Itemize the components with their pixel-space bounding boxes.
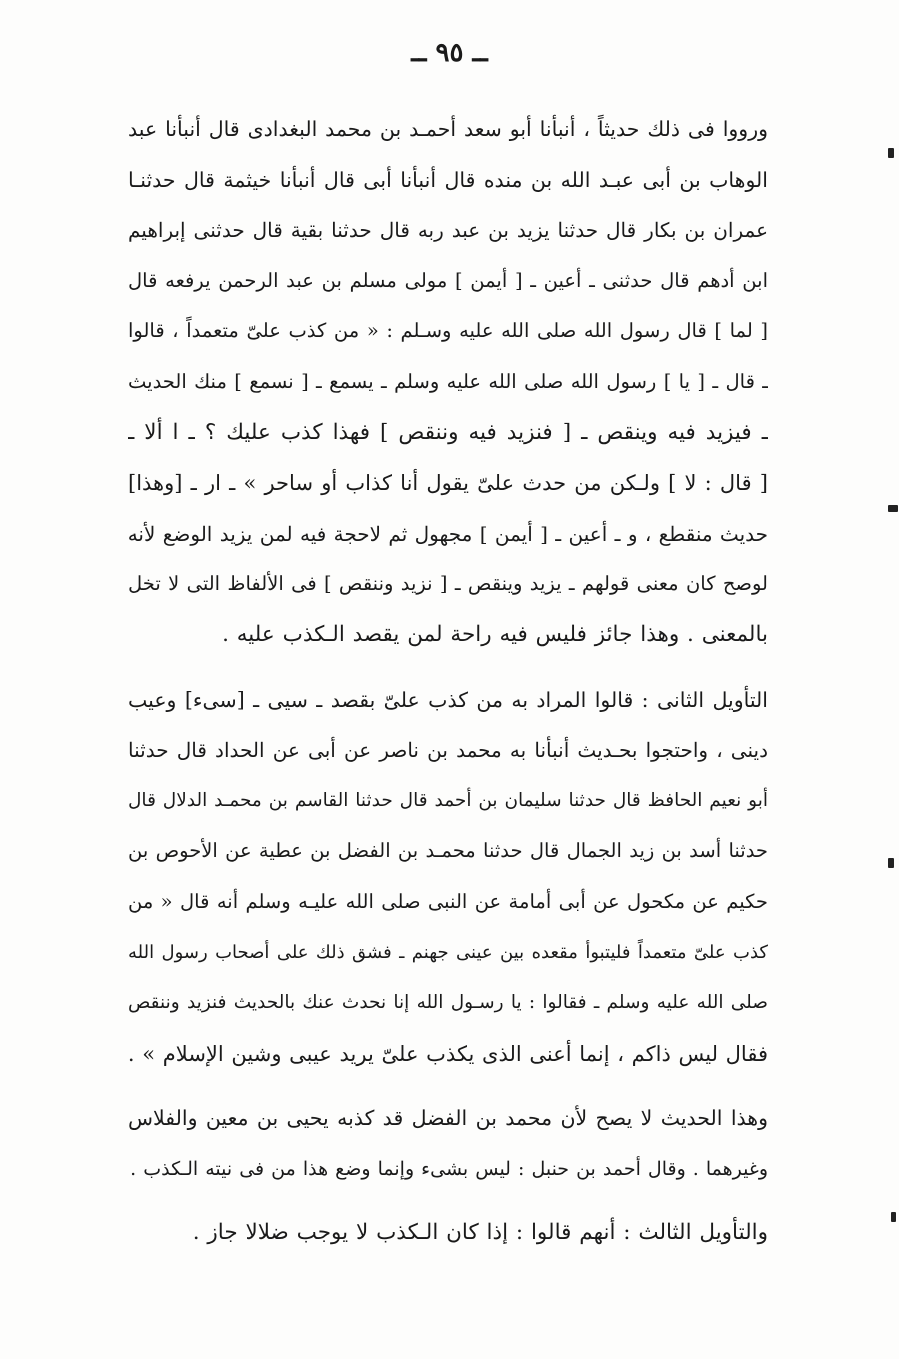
paragraph-2 <box>128 675 768 1080</box>
text-line: حديث منقطع ، و ـ أعين ـ [ أيمن ] مجهول ثم لاحجة فيه لمن يزيد الوضع لأنه <box>128 521 768 546</box>
text-line: الوهاب بن أبى عبـد الله بن منده قال أنبأنا أبى قال أنبأنا خيثمة قال حدثنـا <box>128 167 768 192</box>
text-line: لوصح كان معنى قولهم ـ يزيد وينقص ـ [ نزيد وننقص ] فى الألفاظ التى لا تخل <box>128 572 768 596</box>
text-line: أبو نعيم الحافظ قال حدثنا سليمان بن أحمد قال حدثنا القاسم بن محمـد الدلال قال <box>128 789 768 811</box>
text-line: دينى ، واحتجوا بحـديث أنبأنا به محمد بن ناصر عن أبى عن الحداد قال حدثنا <box>128 738 768 763</box>
text-line: ـ فيزيد فيه وينقص ـ [ فنزيد فيه وننقص ] فهذا كذب عليك ؟ ـ ا ألا ـ <box>128 419 768 445</box>
paragraph-3 <box>128 1093 768 1194</box>
text-line: [ لما ] قال رسول الله صلى الله عليه وسـلم : « من كذب علىّ متعمداً ، قالوا <box>128 319 768 343</box>
margin-mark <box>888 148 894 158</box>
paragraph-1 <box>128 104 768 661</box>
text-line: فقال ليس ذاكم ، إنما أعنى الذى يكذب علىّ يريد عيبى وشين الإسلام » . <box>128 1041 768 1066</box>
text-line: ـ قال ـ [ يا ] رسول الله صلى الله عليه وسلم ـ يسمع ـ [ نسمع ] منك الحديث <box>128 369 768 393</box>
text-line: صلى الله عليه وسلم ـ فقالوا : يا رسـول الله إنا نحدث عنك بالحديث فنزيد وننقص <box>128 992 768 1014</box>
text-line: ابن أدهم قال حدثنى ـ أعين ـ [ أيمن ] مولى مسلم بن عبد الرحمن يرفعه قال <box>128 268 768 292</box>
text-line: وغيرهما . وقال أحمد بن حنبل : ليس بشىء وإنما وضع هذا من فى نيته الـكذب . <box>130 1157 768 1180</box>
page-number: ــ ٩٥ ــ <box>411 38 488 68</box>
paragraph-4 <box>128 1208 768 1259</box>
text-line: ورووا فى ذلك حديثاً ، أنبأنا أبو سعد أحمـد بن محمد البغدادى قال أنبأنا عبد <box>128 117 768 141</box>
text-line: والتأويل الثالث : أنهم قالوا : إذا كان الـكذب لا يوجب ضلالا جاز . <box>192 1220 768 1246</box>
margin-mark <box>891 1212 896 1222</box>
text-line: حدثنا أسد بن زيد الجمال قال حدثنا محمـد بن الفضل بن عطية عن الأحوص بن <box>128 839 768 863</box>
page-body <box>128 104 768 1259</box>
text-line: [ قال : لا ] ولـكن من حدث علىّ يقول أنا كذاب أو ساحر » ـ ار ـ [وهذا] <box>128 471 768 496</box>
text-line: حكيم عن مكحول عن أبى أمامة عن النبى صلى الله عليـه وسلم أنه قال « من <box>128 889 768 913</box>
text-line: كذب علىّ متعمداً فليتبوأ مقعده بين عينى جهنم ـ فشق ذلك على أصحاب رسول الله <box>128 941 768 963</box>
margin-mark <box>888 858 894 868</box>
margin-mark <box>888 505 898 512</box>
text-line: عمران بن بكار قال حدثنا يزيد بن عبد ربه قال حدثنا بقية قال حدثنى إبراهيم <box>128 218 768 243</box>
text-line: بالمعنى . وهذا جائز فليس فيه راحة لمن يقصد الـكذب عليه . <box>222 621 768 647</box>
text-line: التأويل الثانى : قالوا المراد به من كذب علىّ بقصد ـ سيى ـ [سىء] وعيب <box>128 687 768 712</box>
text-line: وهذا الحديث لا يصح لأن محمد بن الفضل قد كذبه يحيى بن معين والفلاس <box>128 1106 768 1131</box>
